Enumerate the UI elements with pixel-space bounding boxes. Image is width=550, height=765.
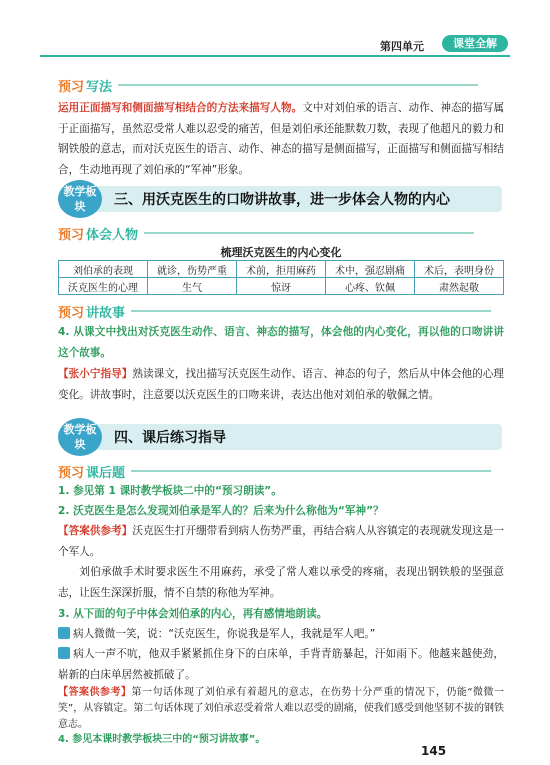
header-rule	[40, 55, 510, 57]
teaching-block-3	[58, 180, 504, 218]
sentence-text: 病人一声不吭，他双手紧紧抓住身下的白床单，手背青筋暴起，汗如雨下。他越来越使劲，崭新的白床单居然被抓破了。	[58, 648, 504, 681]
section-label-exercises	[58, 462, 491, 480]
story-tip	[58, 364, 504, 405]
sentence-1	[58, 624, 504, 645]
label-prefix: 预习	[58, 227, 85, 243]
table-cell: 术前，拒用麻药	[237, 261, 326, 278]
exercise-q2	[58, 501, 504, 522]
label-suffix: 课后题	[86, 465, 126, 481]
block-title: 三、用沃克医生的口吻讲故事，进一步体会人物的内心	[114, 192, 450, 208]
table-cell: 沃克医生的心理	[59, 278, 148, 295]
block-title: 四、课后练习指导	[114, 430, 226, 446]
section-tag	[442, 35, 508, 52]
answer-q2b: 刘伯承做手术时要求医生不用麻药，承受了常人难以承受的疼痛，表现出钢铁般的坚强意志，让医生深深折服，情不自禁的称他为军神。	[58, 566, 504, 599]
q1-text: 1. 参见第 1 课时教学板块二中的“预习朗读”。	[58, 485, 282, 497]
table-cell: 术中，强忍剧痛	[326, 261, 415, 278]
tip-text: 熟读课文，找出描写沃克医生动作、语言、神态的句子，然后从中体会他的心理变化。讲故事时，注意要以沃克医生的口吻来讲，表达出他对刘伯承的敬佩之情。	[58, 368, 505, 401]
section-label-story	[58, 302, 491, 320]
q3-text: 3. 从下面的句子中体会刘伯承的内心，再有感情地朗读。	[58, 608, 328, 620]
exercise-q3	[58, 604, 504, 625]
writing-paragraph	[58, 98, 504, 180]
page-number: 145	[421, 744, 447, 758]
story-question-text: 4. 从课文中找出对沃克医生动作、语言、神态的描写，体会他的内心变化，再以他的口吻讲讲这个故事。	[58, 326, 504, 359]
exercise-q1	[58, 481, 504, 502]
table-cell: 惊讶	[237, 278, 326, 295]
mood-table	[58, 260, 504, 295]
answer-label: 【答案供参考】	[58, 525, 133, 537]
table-cell: 生气	[148, 278, 237, 295]
block-badge: 教学板块	[58, 418, 102, 456]
label-prefix: 预习	[58, 305, 85, 321]
answer-text: 第一句话体现了刘伯承有着超凡的意志，在伤势十分严重的情况下，仍能“微微一笑”，从容镇定。第二句话体现了刘伯承忍受着常人难以忍受的剧痛，使我们感受到他坚韧不拔的钢铁意志。	[58, 687, 504, 730]
writing-lead: 运用正面描写和侧面描写相结合的方法来描写人物。	[58, 102, 303, 114]
answer-q2a	[58, 521, 504, 562]
section-label-character	[58, 224, 474, 242]
book-icon	[58, 647, 70, 659]
unit-label: 第四单元	[380, 40, 424, 53]
table-row	[59, 261, 504, 278]
q4-text: 4. 参见本课时教学板块三中的“预习讲故事”。	[58, 734, 266, 745]
label-prefix: 预习	[58, 79, 85, 95]
label-rule	[131, 470, 491, 472]
table-cell: 刘伯承的表现	[59, 261, 148, 278]
section-label-writing	[58, 76, 478, 94]
teaching-block-4	[58, 418, 504, 456]
book-icon	[58, 627, 70, 639]
story-question	[58, 322, 504, 363]
table-title: 梳理沃克医生的内心变化	[220, 246, 342, 259]
q2-text: 2. 沃克医生是怎么发现刘伯承是军人的？后来为什么称他为“军神”？	[58, 505, 384, 517]
label-suffix: 讲故事	[86, 305, 126, 321]
tip-label: 【张小宁指导】	[58, 368, 133, 380]
answer-text: 沃克医生打开绷带看到病人伤势严重，再结合病人从容镇定的表现就发现这是一个军人。	[58, 525, 505, 558]
table-cell: 术后，表明身份	[415, 261, 504, 278]
answer-label: 【答案供参考】	[58, 687, 132, 698]
block-badge: 教学板块	[58, 180, 102, 218]
table-cell: 肃然起敬	[415, 278, 504, 295]
table-row	[59, 278, 504, 295]
label-prefix: 预习	[58, 465, 85, 481]
exercise-q4	[58, 733, 418, 747]
table-cell: 心疼、钦佩	[326, 278, 415, 295]
sentence-text: 病人微微一笑，说：“沃克医生，你说我是军人，我就是军人吧。”	[73, 628, 376, 640]
sentence-2	[58, 644, 504, 685]
label-rule	[118, 84, 478, 86]
answer-q3	[58, 685, 504, 733]
table-cell: 就诊，伤势严重	[148, 261, 237, 278]
writing-body: 文中对刘伯承的语言、动作、神态的描写属于正面描写，虽然忍受常人难以忍受的痛苦，但是刘伯承还能默数刀数，表现了他超凡的毅力和钢铁般的意志，而对沃克医生的语言、动作、神态的描写是侧面描写，正面描写和侧面描写相结合，生动地再现了刘伯承的“军神”形象。	[58, 102, 505, 176]
label-rule	[131, 310, 491, 312]
label-suffix: 体会人物	[86, 227, 139, 243]
label-suffix: 写法	[86, 79, 113, 95]
label-rule	[144, 232, 474, 234]
section-tag-text: 课堂全解	[453, 37, 497, 50]
